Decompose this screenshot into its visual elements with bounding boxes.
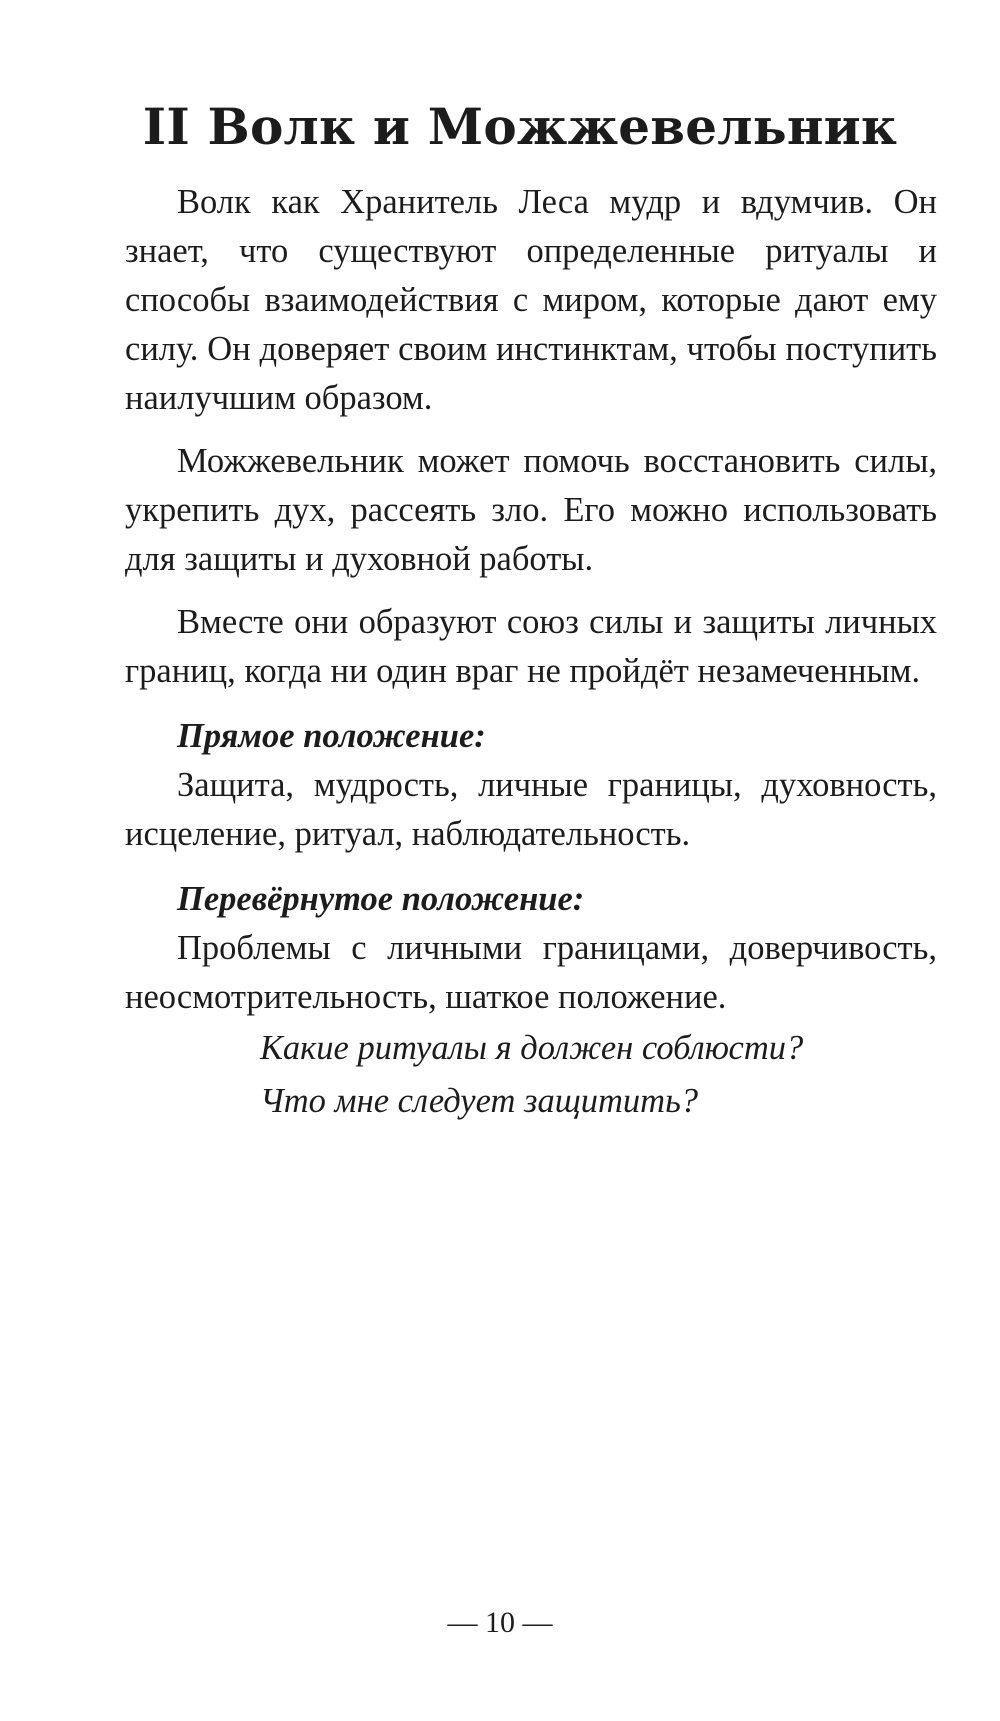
chapter-body (125, 178, 937, 1128)
reflection-questions (260, 1022, 937, 1128)
paragraph-union: Вместе они образуют союз силы и защиты личных границ, когда ни один враг не пройдёт незамеченным. (125, 603, 937, 690)
upright-text: Защита, мудрость, личные границы, духовность, исцеление, ритуал, наблюдательность. (125, 766, 937, 853)
chapter-title: II Волк и Можжевельник (142, 97, 898, 156)
paragraph-wolf: Волк как Хранитель Леса мудр и вдумчив. Он знает, что существуют определенные ритуалы и способы взаимодействия с миром, которые дают ему силу. Он доверяет своим инстинктам, чтобы поступить наилучшим образом. (125, 183, 937, 417)
reversed-text: Проблемы с личными границами, доверчивость, неосмотрительность, шаткое положение. (125, 929, 937, 1016)
question-item: Что мне следует защитить? (260, 1082, 699, 1120)
upright-label: Прямое положение: (177, 717, 486, 755)
page-number: — 10 — (447, 1606, 553, 1639)
question-item: Какие ритуалы я должен соблюсти? (260, 1029, 804, 1067)
reversed-label: Перевёрнутое положение: (177, 880, 585, 918)
paragraph-juniper: Можжевельник может помочь восстановить силы, укрепить дух, рассеять зло. Его можно использовать для защиты и духовной работы. (125, 442, 937, 578)
